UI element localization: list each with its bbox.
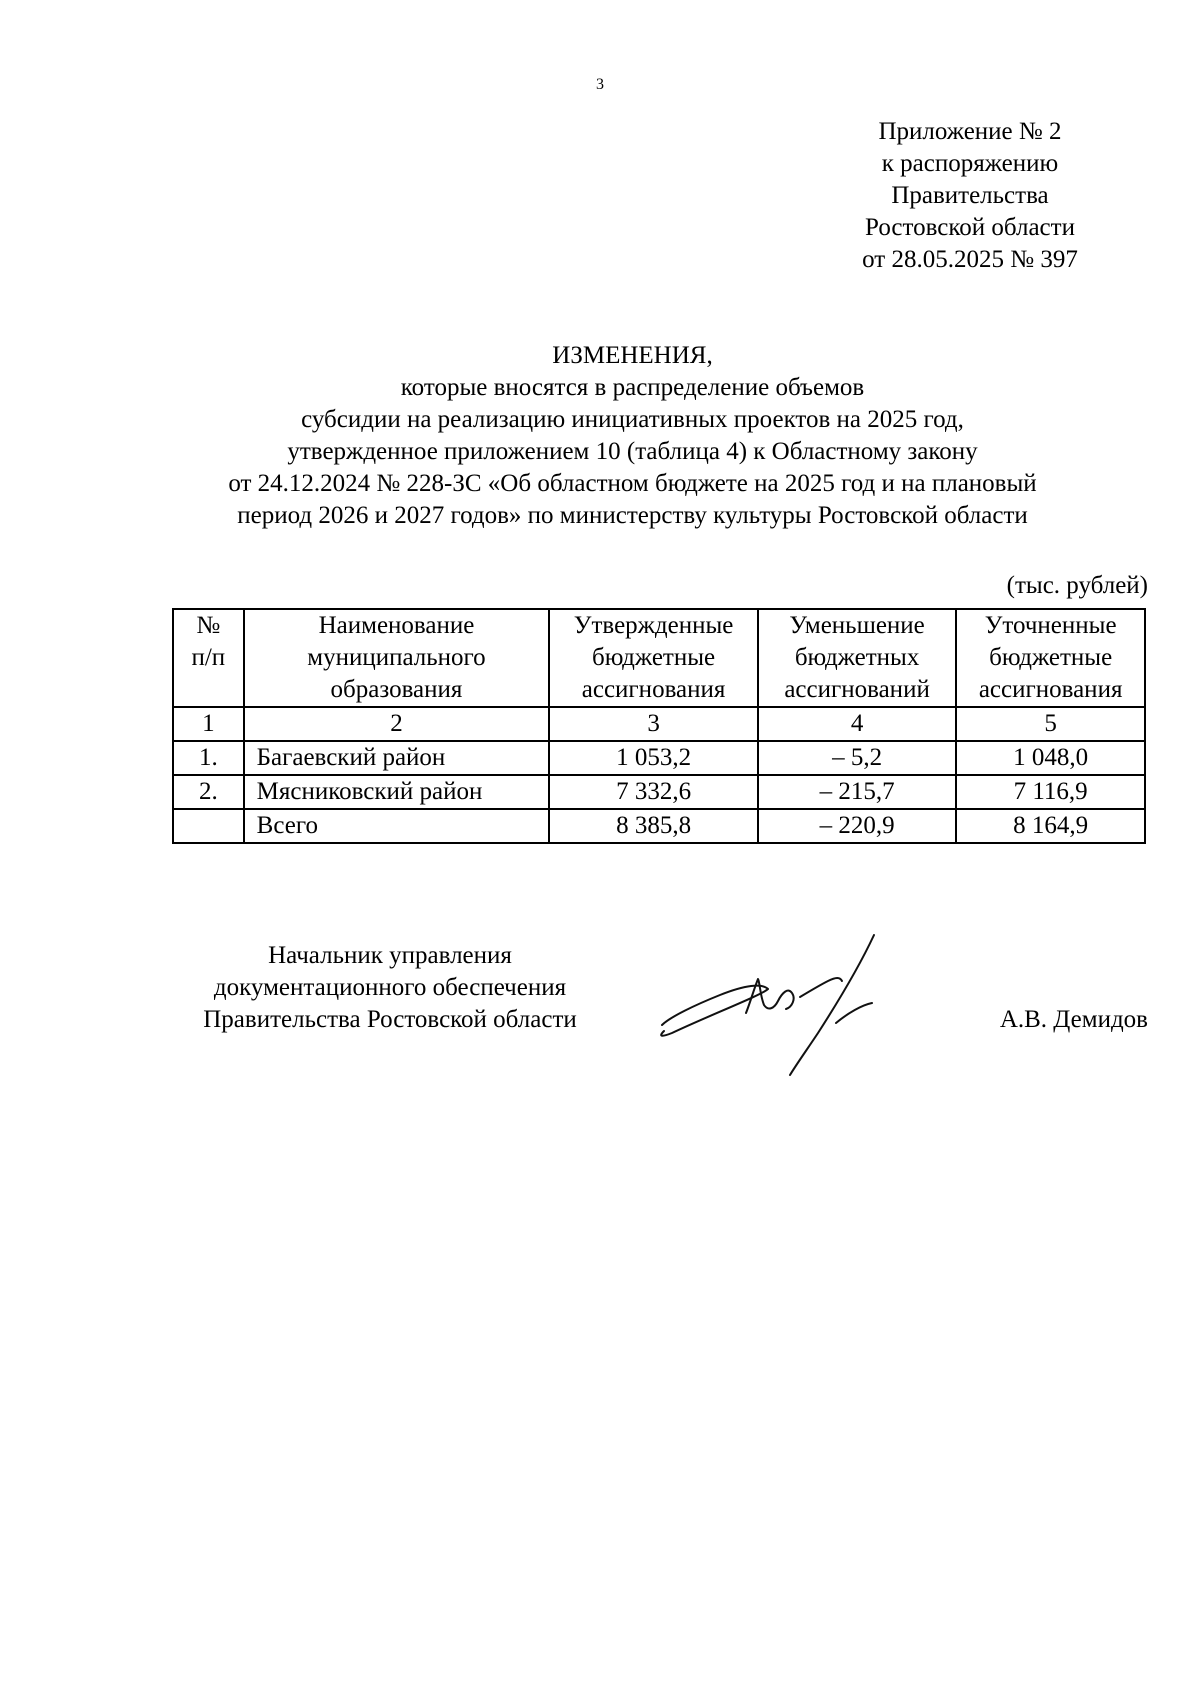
heading-title: ИЗМЕНЕНИЯ, [552,342,713,369]
column-number-cell: 4 [758,707,956,741]
budget-table [172,608,1146,844]
heading-line: период 2026 и 2027 годов» по министерству культуры Ростовской области [237,502,1028,529]
decrease-amount-cell: – 5,2 [758,741,956,775]
header-text: бюджетные [592,644,716,671]
heading-line: которые вносятся в распределение объемов [400,374,865,401]
header-text: Уточненные [984,612,1117,639]
approved-amount-cell: 1 053,2 [549,741,758,775]
appendix-line: от 28.05.2025 № 397 [862,246,1078,273]
total-label-cell: Всего [244,809,550,843]
appendix-line: Приложение № 2 [878,118,1062,145]
revised-amount-cell: 1 048,0 [956,741,1145,775]
header-text: Уменьшение [789,612,925,639]
signatory-name: А.В. Демидов [999,1006,1148,1033]
header-cell-approved [549,609,758,707]
position-line: Начальник управления [268,942,512,969]
approved-amount-cell: 8 385,8 [549,809,758,843]
column-number-cell: 5 [956,707,1145,741]
signatory-position [170,940,610,1036]
column-number-cell: 1 [173,707,244,741]
header-cell-number [173,609,244,707]
appendix-line: Ростовской области [865,214,1075,241]
header-text: Наименование [318,612,475,639]
page-number: 3 [596,76,604,93]
heading-line: субсидии на реализацию инициативных проектов на 2025 год, [301,406,964,433]
heading-line: от 24.12.2024 № 228-ЗС «Об областном бюджете на 2025 год и на плановый [228,470,1037,497]
header-text: муниципального [307,644,486,671]
header-text: бюджетных [794,644,920,671]
decrease-amount-cell: – 220,9 [758,809,956,843]
header-text: п/п [191,644,226,671]
header-text: бюджетные [989,644,1113,671]
row-number-cell: 2. [173,775,244,809]
heading-line: утвержденное приложением 10 (таблица 4) к Областному закону [287,438,978,465]
row-number-cell: 1. [173,741,244,775]
header-text: Утвержденные [573,612,734,639]
header-text: ассигнования [581,676,726,703]
header-text: № [196,612,221,639]
column-number-cell: 2 [244,707,550,741]
handwritten-signature [650,925,950,1085]
header-cell-revised [956,609,1145,707]
row-number-cell [173,809,244,843]
decrease-amount-cell: – 215,7 [758,775,956,809]
appendix-reference [820,116,1120,276]
units-note: (тыс. рублей) [1006,572,1148,599]
municipality-name-cell: Мясниковский район [244,775,550,809]
approved-amount-cell: 7 332,6 [549,775,758,809]
header-cell-decrease [758,609,956,707]
header-text: ассигнований [784,676,930,703]
column-number-cell: 3 [549,707,758,741]
document-heading [150,340,1115,532]
column-number-row [173,707,1145,741]
position-line: Правительства Ростовской области [203,1006,577,1033]
table-row [173,775,1145,809]
appendix-line: Правительства [891,182,1049,209]
municipality-name-cell: Багаевский район [244,741,550,775]
position-line: документационного обеспечения [213,974,567,1001]
appendix-line: к распоряжению [881,150,1059,177]
table-total-row [173,809,1145,843]
header-text: ассигнования [978,676,1123,703]
table-row [173,741,1145,775]
table-header-row [173,609,1145,707]
revised-amount-cell: 8 164,9 [956,809,1145,843]
revised-amount-cell: 7 116,9 [956,775,1145,809]
header-cell-name [244,609,550,707]
header-text: образования [330,676,463,703]
